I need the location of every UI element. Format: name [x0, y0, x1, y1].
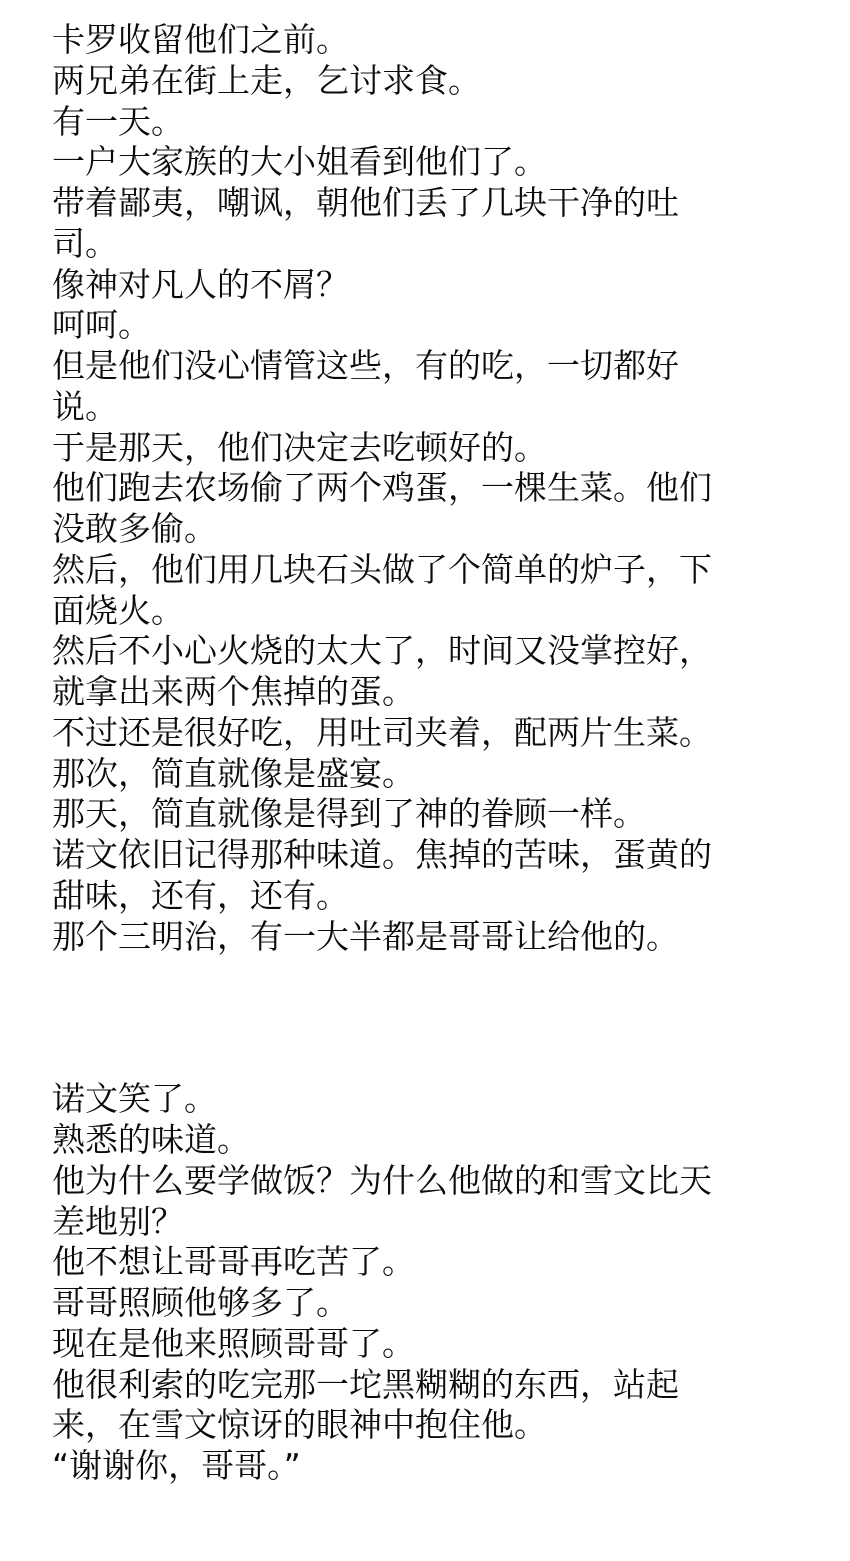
text-line: 诺文笑了。 [52, 1079, 217, 1119]
text-line: 那个三明治，有一大半都是哥哥让给他的。 [52, 916, 679, 956]
text-line: 呵呵。 [52, 305, 151, 345]
text-line: 来，在雪文惊讶的眼神中抱住他。 [52, 1405, 547, 1445]
text-line: 然后不小心火烧的太大了，时间又没掌控好， [52, 631, 712, 671]
text-line: 就拿出来两个焦掉的蛋。 [52, 672, 415, 711]
text-line: 面烧火。 [52, 590, 184, 630]
text-line: 没敢多偷。 [52, 509, 217, 548]
text-line: 但是他们没心情管这些，有的吃，一切都好 [52, 346, 679, 385]
text-line: 两兄弟在街上走，乞讨求食。 [52, 60, 481, 100]
text-line: 差地别？ [52, 1201, 184, 1241]
text-line: 一户大家族的大小姐看到他们了。 [52, 142, 547, 182]
text-line: 像神对凡人的不屑？ [52, 264, 349, 304]
text-line: 带着鄙夷，嘲讽，朝他们丢了几块干净的吐 [52, 183, 679, 222]
paragraph-spacer [52, 957, 812, 1079]
text-line: 司。 [52, 223, 118, 263]
text-line: 他不想让哥哥再吃苦了。 [52, 1242, 415, 1282]
text-line: 那天，简直就像是得到了神的眷顾一样。 [52, 794, 646, 834]
text-line: 有一天。 [52, 101, 184, 141]
text-line: “谢谢你，哥哥。” [52, 1446, 301, 1485]
text-line: 那次，简直就像是盛宴。 [52, 753, 415, 793]
text-line: 卡罗收留他们之前。 [52, 20, 349, 59]
text-line: 熟悉的味道。 [52, 1120, 250, 1159]
text-line: 他们跑去农场偷了两个鸡蛋，一棵生菜。他们 [52, 468, 712, 508]
text-line: 说。 [52, 386, 118, 426]
text-line: 然后，他们用几块石头做了个简单的炉子，下 [52, 549, 712, 589]
story-text [52, 20, 812, 1487]
text-line: 不过还是很好吃，用吐司夹着，配两片生菜。 [52, 712, 712, 752]
text-line: 他很利索的吃完那一坨黑糊糊的东西，站起 [52, 1364, 679, 1404]
text-line: 诺文依旧记得那种味道。焦掉的苦味，蛋黄的 [52, 835, 712, 874]
text-line: 甜味，还有，还有。 [52, 875, 349, 915]
text-line: 哥哥照顾他够多了。 [52, 1283, 349, 1322]
text-line: 于是那天，他们决定去吃顿好的。 [52, 427, 547, 467]
text-line: 他为什么要学做饭？为什么他做的和雪文比天 [52, 1160, 712, 1200]
text-line: 现在是他来照顾哥哥了。 [52, 1323, 415, 1363]
